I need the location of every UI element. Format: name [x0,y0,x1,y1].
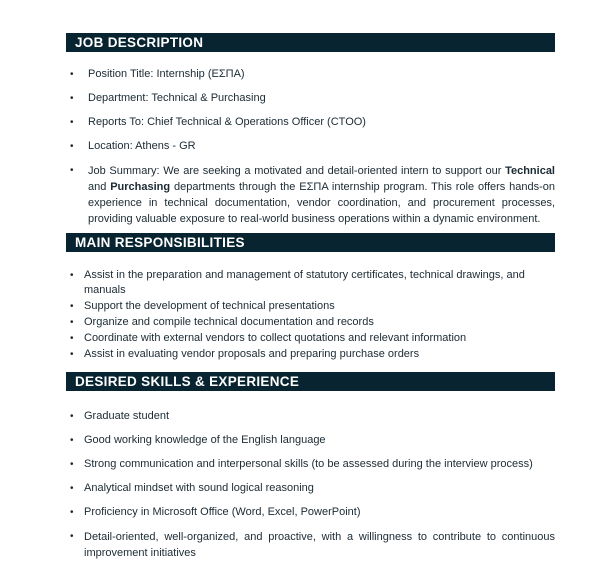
bullet-icon: • [70,459,74,470]
bullet-icon: • [70,317,74,328]
bullet-icon: • [70,93,74,104]
list-item [66,163,555,227]
list-item-text: Position Title: Internship (ΕΣΠΑ) [88,68,245,80]
list-item-text: Location: Athens - GR [88,140,196,152]
list-item [66,299,555,314]
list-item [66,433,555,448]
bullet-icon: • [70,333,74,344]
bullet-icon: • [70,411,74,422]
bullet-icon: • [70,69,74,80]
bullet-icon: • [70,141,74,152]
bullet-list-desired-skills-experience [66,409,555,561]
list-item-text: Assist in the preparation and management of statutory certificates, technical drawings, and manuals [84,269,525,296]
list-item [66,67,555,82]
bullet-icon: • [70,165,74,176]
list-item-text: Organize and compile technical documentation and records [84,316,374,328]
section-header-job-description: JOB DESCRIPTION [66,33,555,52]
bullet-list-main-responsibilities [66,268,555,362]
list-item [66,268,555,298]
bullet-icon: • [70,507,74,518]
bullet-icon: • [70,483,74,494]
bullet-icon: • [70,270,74,281]
list-item-text: Job Summary: We are seeking a motivated and detail-oriented intern to support our Technical and Purchasing departments through the ΕΣΠΑ internship program. This role offers hands-on experience in technical documentation, vendor coordination, and procurement processes, providing valuable exposure to real-world business operations within a dynamic environment. [88,165,555,225]
list-item [66,91,555,106]
list-item-text: Analytical mindset with sound logical reasoning [84,482,314,494]
list-item-text: Good working knowledge of the English language [84,434,326,446]
list-item [66,139,555,154]
bullet-icon: • [70,117,74,128]
list-item [66,347,555,362]
bullet-list-job-description [66,67,555,227]
list-item-text: Detail-oriented, well-organized, and proactive, with a willingness to contribute to continuous improvement initiatives [84,531,555,559]
document-content [66,33,555,561]
section-header-desired-skills-experience: DESIRED SKILLS & EXPERIENCE [66,372,555,391]
bullet-icon: • [70,435,74,446]
section-header-main-responsibilities: MAIN RESPONSIBILITIES [66,233,555,252]
list-item-text: Proficiency in Microsoft Office (Word, Excel, PowerPoint) [84,506,361,518]
list-item [66,505,555,520]
list-item-text: Support the development of technical presentations [84,300,335,312]
bullet-icon: • [70,301,74,312]
list-item [66,315,555,330]
list-item [66,457,555,472]
bullet-icon: • [70,531,74,542]
list-item [66,409,555,424]
list-item [66,481,555,496]
list-item [66,529,555,561]
list-item-text: Department: Technical & Purchasing [88,92,266,104]
list-item-text: Strong communication and interpersonal skills (to be assessed during the interview process) [84,458,533,470]
bullet-icon: • [70,349,74,360]
list-item [66,331,555,346]
list-item-text: Coordinate with external vendors to collect quotations and relevant information [84,332,467,344]
list-item-text: Reports To: Chief Technical & Operations Officer (CTOO) [88,116,366,128]
list-item-text: Graduate student [84,410,170,422]
list-item-text: Assist in evaluating vendor proposals and preparing purchase orders [84,348,420,360]
list-item [66,115,555,130]
